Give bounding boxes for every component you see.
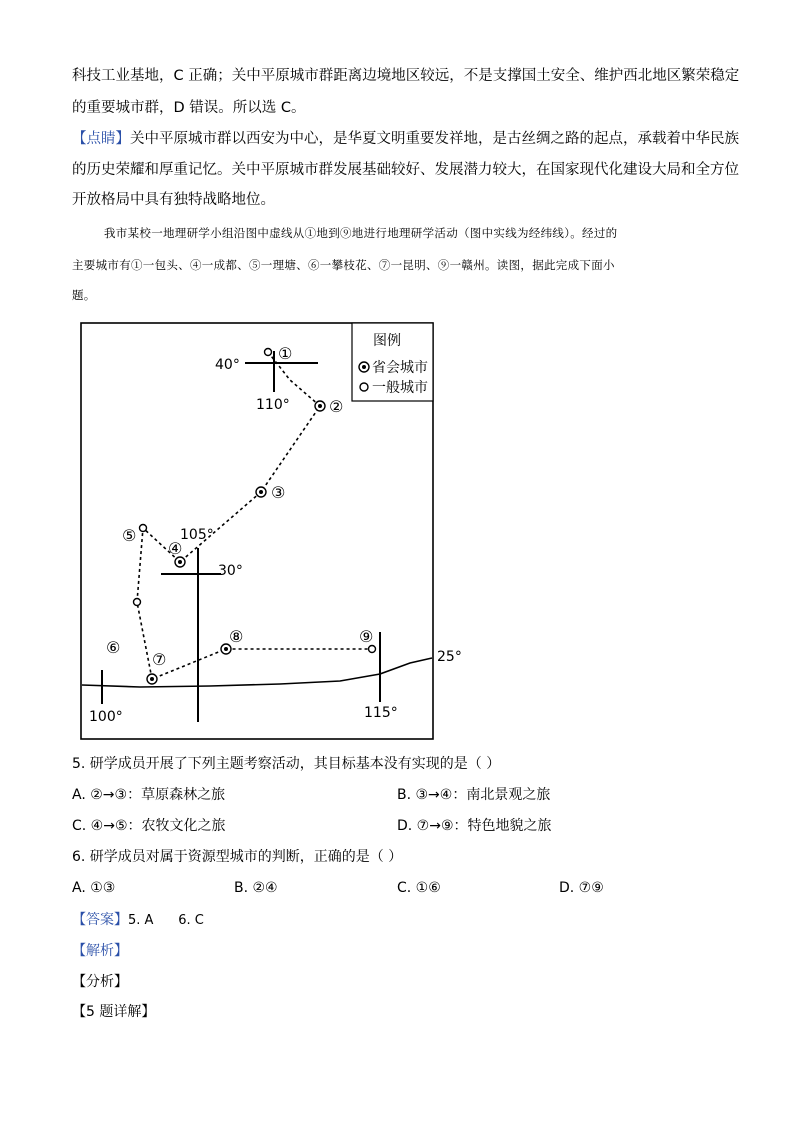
fenxi-header: 【分析】: [72, 974, 128, 990]
city-7-dot: [150, 677, 154, 681]
label-lat-40: 40°: [215, 357, 240, 373]
dianjing-label: 【点睛】: [72, 131, 130, 147]
dianjing-line-3: 开放格局中具有独特战略地位。: [72, 192, 275, 208]
dianjing-text-1: 关中平原城市群以西安为中心，是华夏文明重要发祥地，是古丝绸之路的起点，承载着中华民族: [130, 131, 739, 147]
city-9-icon: [369, 646, 376, 653]
city-4: [168, 539, 185, 567]
q5-stem: 5. 研学成员开展了下列主题考察活动，其目标基本没有实现的是（ ）: [72, 756, 501, 772]
dianjing-line-2: 的历史荣耀和厚重记忆。关中平原城市群发展基础较好、发展潜力较大，在国家现代化建设大局和全方位: [72, 162, 739, 178]
q5-option-d: D. ⑦→⑨：特色地貌之旅: [397, 818, 552, 834]
city-5-icon: [140, 525, 147, 532]
city-6-label: ⑥: [106, 638, 121, 657]
answer-line: [72, 910, 204, 931]
intro-line-3: 题。: [72, 288, 96, 302]
detail5-header: 【5 题详解】: [72, 1004, 156, 1020]
answer-value: 5. A 6. C: [128, 913, 204, 928]
city-7-label: ⑦: [152, 650, 167, 669]
legend-city-icon: [360, 383, 368, 391]
legend-title: 图例: [373, 333, 401, 349]
q5-option-b: B. ③→④：南北景观之旅: [397, 787, 551, 803]
q5-option-c: C. ④→⑤：农牧文化之旅: [72, 818, 226, 834]
city-4-label: ④: [168, 539, 183, 558]
city-8: [221, 627, 243, 654]
intro-line-2: 主要城市有①一包头、④一成都、⑤一理塘、⑥一攀枝花、⑦一昆明、⑨一赣州。读图，据此完成下面小: [72, 258, 615, 272]
legend: [352, 323, 433, 401]
label-lon-105: 105°: [180, 527, 214, 543]
intro-line-1: 我市某校一地理研学小组沿图中虚线从①地到⑨地进行地理研学活动（图中实线为经纬线）。经过的: [104, 226, 618, 240]
legend-capital-label: 省会城市: [372, 360, 428, 376]
q6-stem: 6. 研学成员对属于资源型城市的判断，正确的是（ ）: [72, 849, 403, 865]
label-lon-110: 110°: [256, 397, 290, 413]
q6-option-a: A. ①③: [72, 880, 116, 896]
q6-option-d: D. ⑦⑨: [559, 880, 604, 896]
label-lon-100: 100°: [89, 709, 123, 725]
city-3-dot: [259, 490, 263, 494]
city-7: [147, 650, 166, 684]
city-1-label: ①: [278, 344, 293, 363]
jiexi-header: 【解析】: [72, 943, 128, 959]
city-6-icon: [134, 599, 141, 606]
city-9-label: ⑨: [359, 627, 374, 646]
city-4-dot: [178, 560, 182, 564]
city-3-label: ③: [271, 483, 286, 502]
city-1: [265, 344, 293, 363]
city-5-label: ⑤: [122, 526, 137, 545]
city-2-label: ②: [329, 397, 344, 416]
legend-city-label: 一般城市: [372, 380, 428, 396]
city-8-dot: [224, 647, 228, 651]
city-2: [315, 397, 343, 416]
q5-option-a: A. ②→③：草原森林之旅: [72, 787, 226, 803]
city-8-label: ⑧: [229, 627, 244, 646]
city-6: [106, 599, 141, 658]
paragraph-line-2: 的重要城市群，D 错误。所以选 C。: [72, 100, 306, 116]
label-lon-115: 115°: [364, 705, 398, 721]
city-3: [256, 483, 285, 502]
label-lat-25-outside: 25°: [437, 649, 462, 665]
q6-option-c: C. ①⑥: [397, 880, 441, 896]
route-map: [80, 322, 436, 742]
legend-capital-dot: [362, 365, 366, 369]
city-1-icon: [265, 349, 272, 356]
paragraph-line-1: 科技工业基地，C 正确；关中平原城市群距离边境地区较远，不是支撑国土安全、维护西北地区繁荣稳定: [72, 68, 740, 84]
city-2-dot: [318, 404, 322, 408]
dianjing-line-1: [72, 129, 739, 149]
answer-label: 【答案】: [72, 912, 128, 928]
label-lat-30: 30°: [218, 563, 243, 579]
q6-option-b: B. ②④: [234, 880, 278, 896]
